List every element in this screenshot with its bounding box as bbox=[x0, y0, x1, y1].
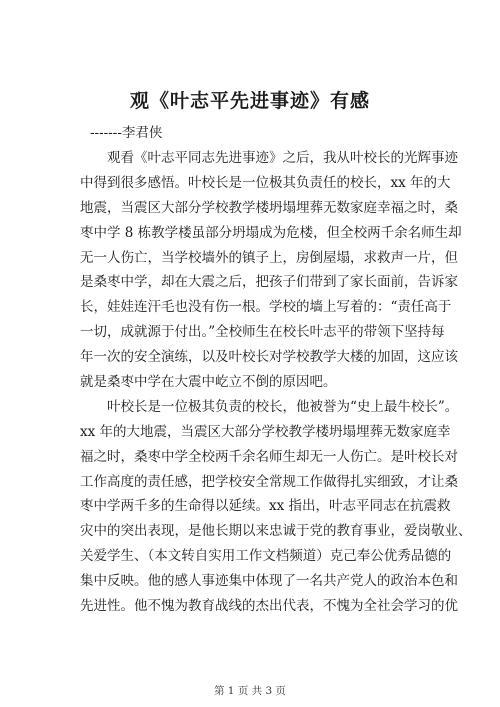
text-line: 一切，成就源于付出。”全校师生在校长叶志平的带领下坚持每 bbox=[80, 324, 445, 341]
text-line: 观看《叶志平同志先进事迹》之后，我从叶校长的光辉事迹 bbox=[107, 150, 458, 166]
text-line: 灾中的突出表现，是他长期以来忠诚于党的教育事业，爱岗敬业、 bbox=[80, 523, 472, 540]
paragraph-1 bbox=[80, 146, 462, 395]
document-body bbox=[80, 146, 472, 619]
text-line: 就是桑枣中学在大震中屹立不倒的原因吧。 bbox=[80, 374, 337, 391]
text-line: 无一人伤亡，当学校墙外的镇子上，房倒屋塌，求救声一片，但 bbox=[80, 249, 458, 266]
text-line: xx 年的大地震，当震区大部分学校教学楼坍塌埋葬无数家庭幸 bbox=[80, 423, 451, 440]
text-line: 是桑枣中学，却在大震之后，把孩子们带到了家长面前，告诉家 bbox=[80, 274, 458, 291]
paragraph-2 bbox=[80, 395, 472, 619]
text-line: 地震，当震区大部分学校教学楼坍塌埋葬无数家庭幸福之时，桑 bbox=[80, 199, 458, 216]
text-line: 叶校长是一位极其负责的校长，他被誉为“史上最牛校长”。 bbox=[107, 398, 459, 415]
text-line: 福之时，桑枣中学全校两千余名师生却无一人伤亡。是叶校长对 bbox=[80, 448, 458, 465]
text-line: 年一次的安全演练，以及叶校长对学校教学大楼的加固，这应该 bbox=[80, 349, 458, 366]
text-line: 集中反映。他的感人事迹集中体现了一名共产党人的政治本色和 bbox=[80, 573, 458, 590]
text-line: 中得到很多感悟。叶校长是一位极其负责任的校长，xx 年的大 bbox=[80, 174, 451, 191]
text-line: 长，娃娃连汗毛也没有伤一根。学校的墙上写着的：“责任高于 bbox=[80, 299, 452, 316]
text-line: 关爱学生、（本文转自实用工作文档频道）克己奉公优秀品德的 bbox=[80, 548, 452, 565]
document-title: 观《叶志平先进事迹》有感 bbox=[129, 90, 370, 112]
page-footer: 第 1 页 共 3 页 bbox=[213, 685, 287, 697]
text-line: 先进性。他不愧为教育战线的杰出代表，不愧为全社会学习的优 bbox=[80, 598, 458, 615]
author-line: -------李君侠 bbox=[90, 125, 163, 141]
text-line: 枣中学 8 栋教学楼虽部分坍塌成为危楼，但全校两千余名师生却 bbox=[80, 224, 462, 241]
text-line: 枣中学两千多的生命得以延续。xx 指出，叶志平同志在抗震救 bbox=[80, 498, 451, 515]
text-line: 工作高度的责任感，把学校安全常规工作做得扎实细致，才让桑 bbox=[80, 473, 458, 490]
